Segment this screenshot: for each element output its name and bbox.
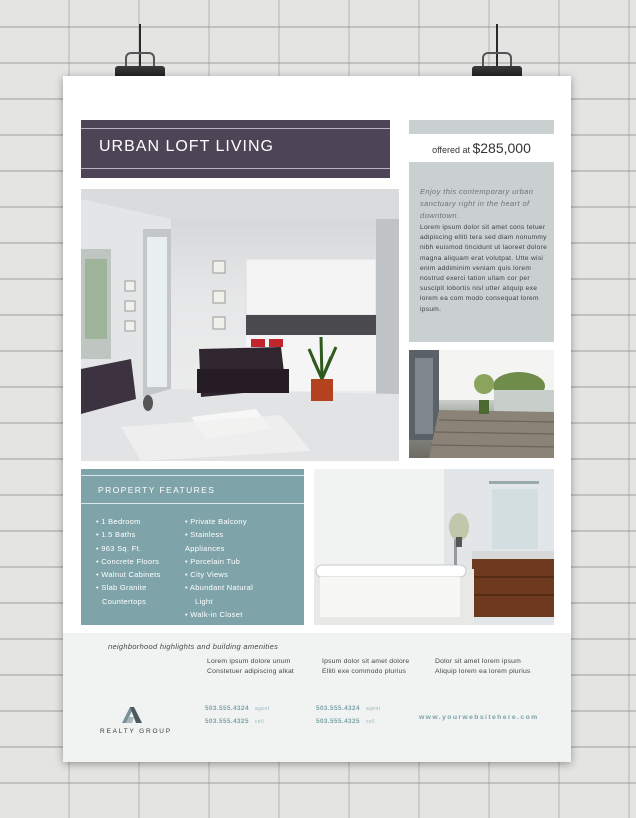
feature-item: • Slab Granite <box>96 583 147 593</box>
feature-item: • Porcelain Tub <box>185 556 241 566</box>
highlight-text: Elliti exe commodo plurius <box>322 668 407 676</box>
phone-tag: cell <box>254 718 265 725</box>
phone-tag: agent <box>254 706 270 712</box>
feature-item: • Walk-in Closet <box>185 610 243 620</box>
feature-item: • 963 Sq. Ft. <box>96 543 142 553</box>
property-features-panel <box>81 469 304 625</box>
description-lead: Enjoy this contemporary urban sanctuary right in the heart of downtown. <box>420 187 534 220</box>
highlight-text: Lorem ipsum dolore unum <box>207 658 291 665</box>
highlight-text: Ipsum dolor sit amet dolore <box>322 658 410 665</box>
agent-contact-2 <box>316 703 380 728</box>
neighborhood-title: neighborhood highlights and building amenities <box>108 642 279 651</box>
description-body: Lorem ipsum dolor sit amet cons tetuer adipiscing elliti tera sed diam nonummy nibh euismod tincidunt ut laoreet dolore magna aliquam erat volutpat. Utte wisi enim addiminim veniam quis lorem nostrud exerci tation ullam cor per suscipit lobortis nisl utter aliquip exe lorem ea com modo consequat lorem ipsum. <box>420 224 548 313</box>
living-room-photo <box>81 189 399 461</box>
balcony-photo <box>409 350 554 458</box>
phone-tag: cell <box>365 718 376 725</box>
neighborhood-col-3 <box>435 657 531 678</box>
agent-phone[interactable]: 503.555.4324 <box>316 705 360 712</box>
feature-item: • Stainless <box>185 530 224 540</box>
agent-contact-1 <box>205 703 269 728</box>
website-link[interactable]: www.yourwebsitehere.com <box>419 714 539 721</box>
bathroom-photo <box>314 469 554 625</box>
feature-item: Countertops <box>102 596 147 606</box>
feature-item: • Walnut Cabinets <box>96 570 161 580</box>
realty-group-logo-icon <box>118 705 144 725</box>
price-prefix: offered at <box>432 145 470 155</box>
listing-title: URBAN LOFT LIVING <box>99 138 274 155</box>
feature-item: • 1.5 Baths <box>96 530 136 540</box>
feature-item: • Private Balcony <box>185 517 247 526</box>
highlight-text: Aliquip lorem ea lorem plurius <box>435 668 531 676</box>
brand-name: REALTY GROUP <box>100 728 172 735</box>
features-title: PROPERTY FEATURES <box>98 485 216 495</box>
neighborhood-col-1 <box>207 657 294 678</box>
price-label <box>409 134 554 162</box>
cell-phone[interactable]: 503.555.4325 <box>316 717 360 725</box>
agent-phone[interactable]: 503.555.4324 <box>205 705 249 712</box>
cell-phone[interactable]: 503.555.4325 <box>205 717 249 725</box>
feature-item: • Concrete Floors <box>96 556 160 566</box>
feature-item: • 1 Bedroom <box>96 517 141 526</box>
footer-section <box>63 633 571 762</box>
feature-item: • Abundant Natural <box>185 583 254 593</box>
highlight-text: Dolor sit amet lorem ipsum <box>435 658 522 665</box>
description-panel <box>409 174 554 342</box>
price-amount: $285,000 <box>472 140 531 156</box>
phone-tag: agent <box>365 706 381 712</box>
feature-item: Light <box>195 596 213 606</box>
features-left-list <box>96 515 161 608</box>
features-right-list <box>185 515 253 621</box>
neighborhood-col-2 <box>322 657 409 678</box>
flyer-poster <box>63 76 571 762</box>
feature-item: Appliances <box>185 543 225 553</box>
highlight-text: Constetuer adipiscing alkat <box>207 668 295 676</box>
title-banner <box>81 120 390 178</box>
feature-item: • City Views <box>185 570 229 580</box>
